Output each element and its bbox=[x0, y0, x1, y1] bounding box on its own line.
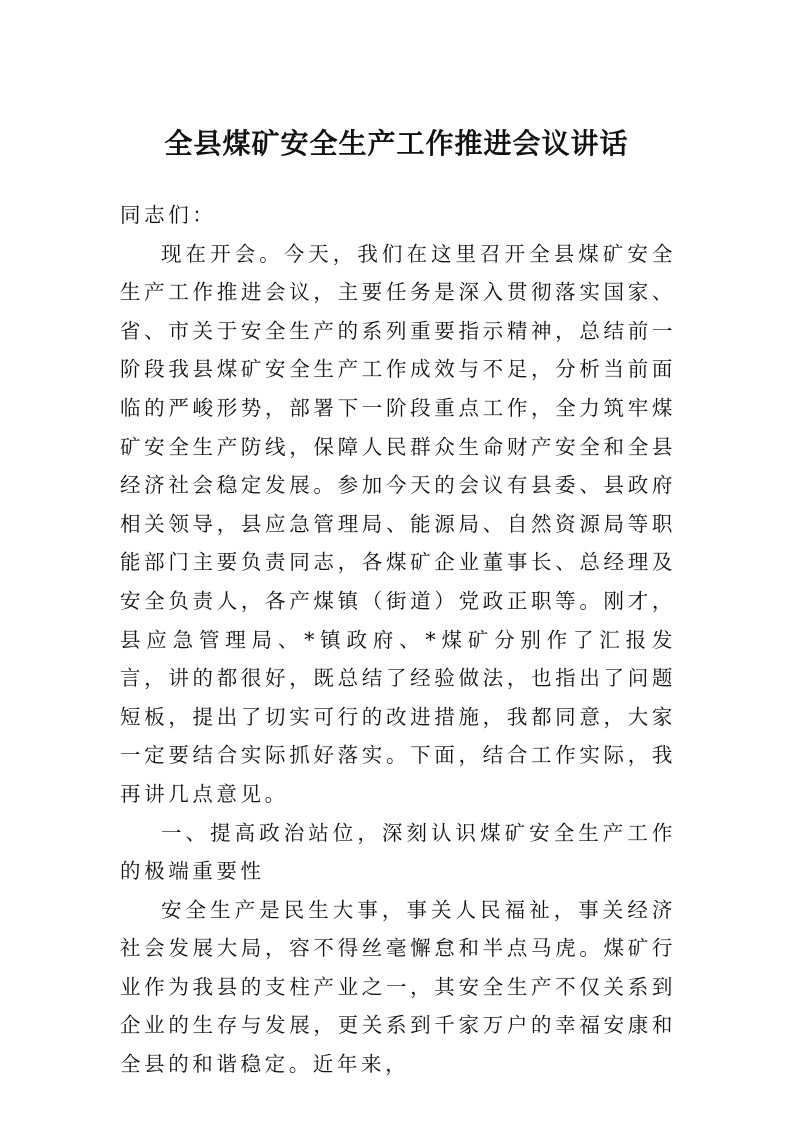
document-body bbox=[120, 196, 676, 1084]
paragraph-opening: 现在开会。今天，我们在这里召开全县煤矿安全生产工作推进会议，主要任务是深入贯彻落实国家、省、市关于安全生产的系列重要指示精神，总结前一阶段我县煤矿安全生产工作成效与不足，分析当前面临的严峻形势，部署下一阶段重点工作，全力筑牢煤矿安全生产防线，保障人民群众生命财产安全和全县经济社会稳定发展。参加今天的会议有县委、县政府相关领导，县应急管理局、能源局、自然资源局等职能部门主要负责同志，各煤矿企业董事长、总经理及安全负责人，各产煤镇（街道）党政正职等。刚才，县应急管理局、*镇政府、*煤矿分别作了汇报发言，讲的都很好，既总结了经验做法，也指出了问题短板，提出了切实可行的改进措施，我都同意，大家一定要结合实际抓好落实。下面，结合工作实际，我再讲几点意见。 bbox=[120, 241, 676, 806]
paragraph-section-1: 安全生产是民生大事，事关人民福祉，事关经济社会发展大局，容不得丝毫懈怠和半点马虎。煤矿行业作为我县的支柱产业之一，其安全生产不仅关系到企业的生存与发展，更关系到千家万户的幸福安康和全县的和谐稳定。近年来， bbox=[120, 897, 676, 1077]
salutation: 同志们： bbox=[120, 203, 217, 227]
section-heading-1: 一、提高政治站位，深刻认识煤矿安全生产工作的极端重要性 bbox=[120, 820, 676, 884]
document-title: 全县煤矿安全生产工作推进会议讲话 bbox=[164, 127, 629, 160]
